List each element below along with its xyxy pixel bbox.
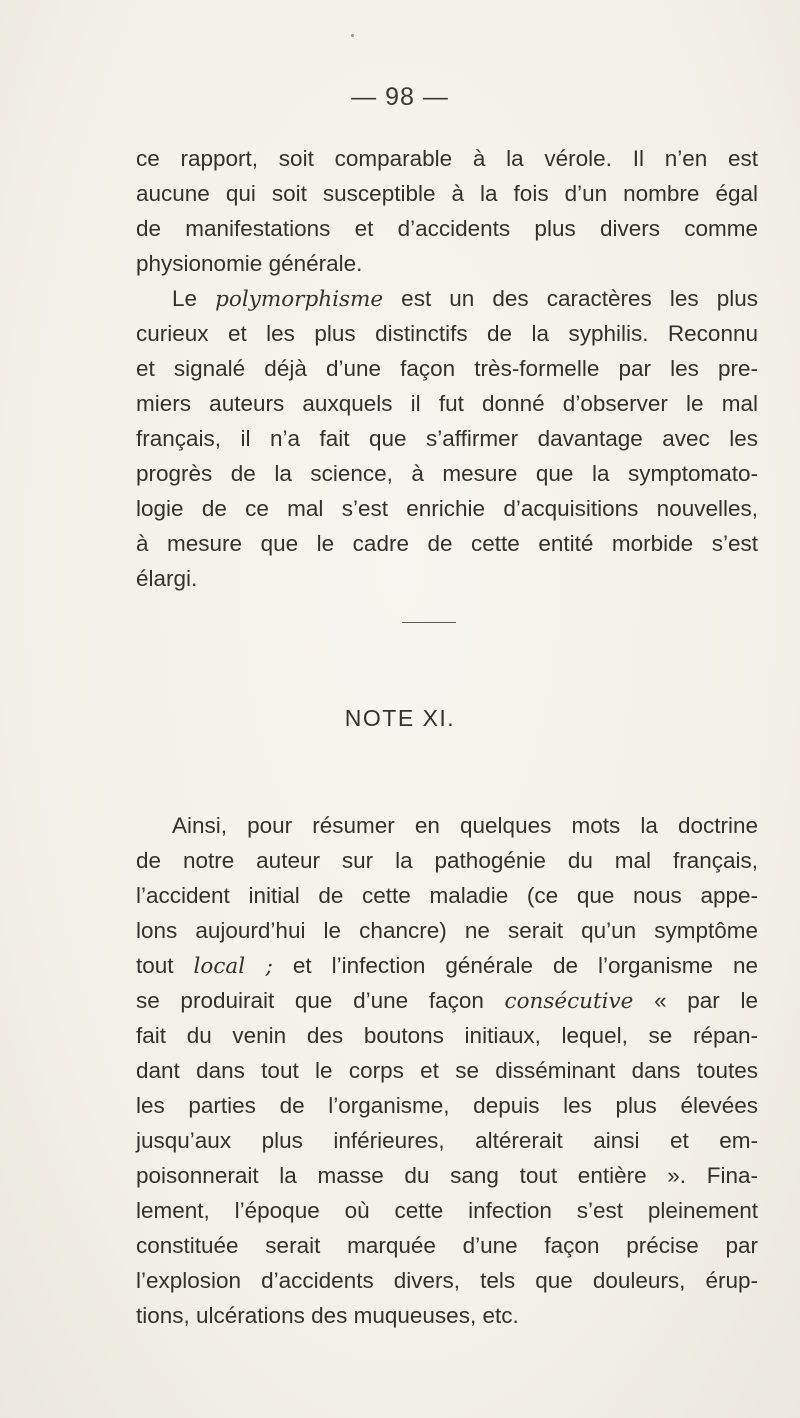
italic-term-polymorphisme: polymorphisme	[215, 287, 384, 312]
text-line: aucune qui soit susceptible à la fois d’un nombre égal	[136, 181, 758, 206]
text-line: de manifestations et d’accidents plus divers comme	[136, 216, 758, 241]
text-line: curieux et les plus distinctifs de la syphilis. Reconnu	[136, 321, 758, 346]
text-line: tions, ulcérations des muqueuses, etc.	[136, 1303, 519, 1328]
text-line: jusqu’aux plus inférieures, altérerait ainsi et em-	[136, 1128, 758, 1153]
text-line: fait du venin des boutons initiaux, lequel, se répan-	[136, 1023, 758, 1048]
text-line	[172, 285, 758, 314]
text-line: l’accident initial de cette maladie (ce que nous appe-	[136, 883, 758, 908]
text-run: « par le	[633, 988, 758, 1013]
text-line: de notre auteur sur la pathogénie du mal français,	[136, 848, 758, 873]
text-line: à mesure que le cadre de cette entité morbide s’est	[136, 531, 758, 556]
text-run: est un des caractères les plus	[383, 286, 759, 311]
text-line: logie de ce mal s’est enrichie d’acquisitions nouvelles,	[136, 496, 758, 521]
text-run: Le	[172, 286, 216, 311]
text-line: et signalé déjà d’une façon très-formelle par les pre-	[136, 356, 758, 381]
text-line: physionomie générale.	[136, 251, 363, 276]
italic-term-consecutive: consécutive	[504, 989, 634, 1014]
text-line: les parties de l’organisme, depuis les plus élevées	[136, 1093, 758, 1118]
text-line: poisonnerait la masse du sang tout entière ». Fina-	[136, 1163, 758, 1188]
text-line: ce rapport, soit comparable à la vérole. Il n’en est	[136, 146, 758, 171]
text-line: dant dans tout le corps et se disséminant dans toutes	[136, 1058, 758, 1083]
text-run: et l’infection générale de l’organisme ne	[272, 953, 759, 978]
text-line	[136, 952, 758, 981]
section-title: NOTE XI.	[344, 705, 456, 731]
text-line: lons aujourd’hui le chancre) ne serait qu’un symptôme	[136, 918, 758, 943]
text-run: se produirait que d’une façon	[136, 988, 505, 1013]
italic-term-local: local ;	[193, 954, 273, 979]
section-divider	[402, 622, 456, 623]
text-run: tout	[136, 953, 194, 978]
text-line: constituée serait marquée d’une façon précise par	[136, 1233, 758, 1258]
text-line	[136, 987, 758, 1016]
text-line: miers auteurs auxquels il fut donné d’observer le mal	[136, 391, 758, 416]
paper-speck	[351, 34, 354, 37]
text-line: progrès de la science, à mesure que la symptomato-	[136, 461, 758, 486]
text-line: l’explosion d’accidents divers, tels que douleurs, érup-	[136, 1268, 758, 1293]
text-line: français, il n’a fait que s’affirmer davantage avec les	[136, 426, 758, 451]
text-line: lement, l’époque où cette infection s’est pleinement	[136, 1198, 758, 1223]
page-number: — 98 —	[351, 83, 449, 111]
text-line: élargi.	[136, 566, 198, 591]
text-line: Ainsi, pour résumer en quelques mots la doctrine	[172, 813, 758, 838]
